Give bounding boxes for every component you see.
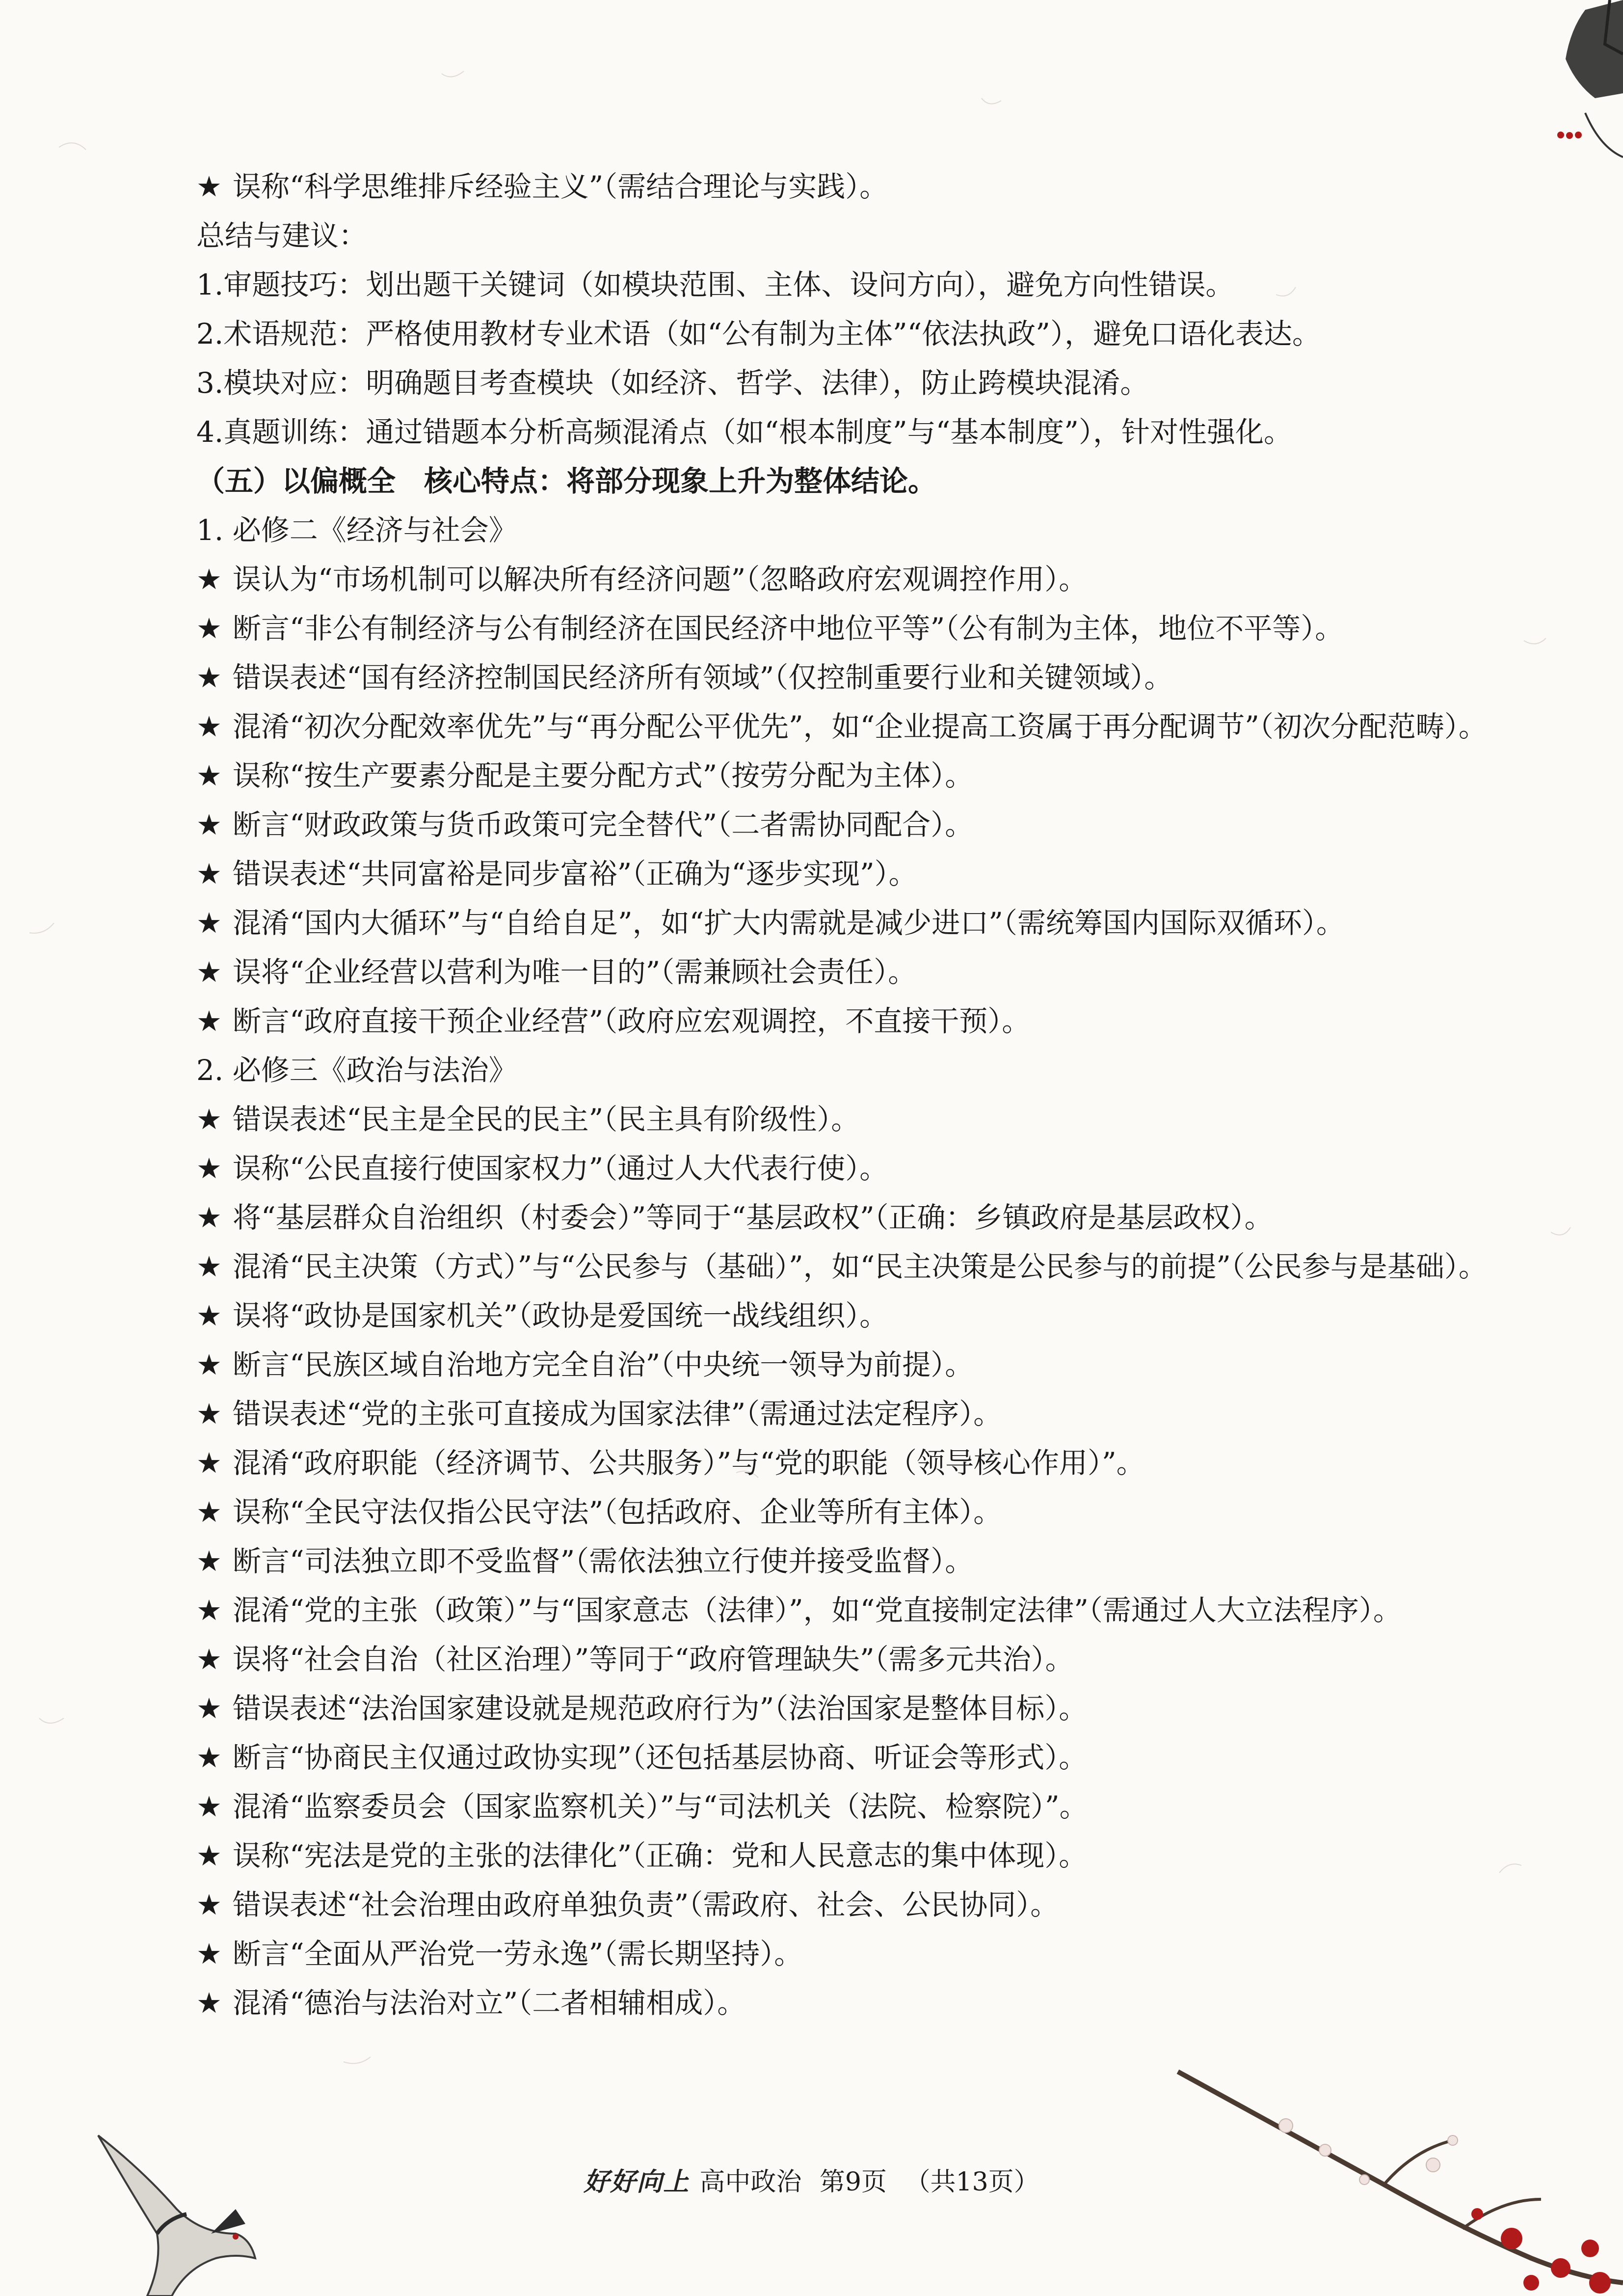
list-item: ★ 混淆“政府职能（经济调节、公共服务）”与“党的职能（领导核心作用）”。 — [196, 1446, 1145, 1480]
star-bullet-icon: ★ — [196, 955, 222, 989]
star-bullet-icon: ★ — [196, 1250, 222, 1283]
footer-subject: 高中政治 — [699, 2167, 802, 2197]
star-bullet-icon: ★ — [196, 1643, 222, 1676]
star-bullet-icon: ★ — [196, 1152, 222, 1185]
star-bullet-icon: ★ — [196, 906, 222, 940]
list-item: ★ 混淆“国内大循环”与“自给自足”，如“扩大内需就是减少进口”（需统筹国内国际双循环）。 — [196, 906, 1345, 940]
list-item: ★ 误将“社会自治（社区治理）”等同于“政府管理缺失”（需多元共治）。 — [196, 1643, 1074, 1676]
crane-decoration-icon — [88, 2121, 265, 2296]
section-heading: （五）以偏概全 核心特点：将部分现象上升为整体结论。 — [196, 464, 937, 498]
star-bullet-icon: ★ — [196, 1692, 222, 1725]
star-bullet-icon: ★ — [196, 612, 222, 645]
page-footer — [0, 2162, 1623, 2202]
star-bullet-icon: ★ — [196, 1397, 222, 1431]
list-item: 1.审题技巧：划出题干关键词（如模块范围、主体、设问方向），避免方向性错误。 — [196, 268, 1234, 301]
list-item: ★ 错误表述“党的主张可直接成为国家法律”（需通过法定程序）。 — [196, 1397, 1002, 1431]
star-bullet-icon: ★ — [196, 759, 222, 792]
star-bullet-icon: ★ — [196, 1594, 222, 1627]
list-item: ★ 混淆“监察委员会（国家监察机关）”与“司法机关（法院、检察院）”。 — [196, 1790, 1088, 1823]
star-bullet-icon: ★ — [196, 1839, 222, 1872]
list-item: ★ 误称“科学思维排斥经验主义”（需结合理论与实践）。 — [196, 170, 888, 203]
list-item: 2.术语规范：严格使用教材专业术语（如“公有制为主体”“依法执政”），避免口语化表达。 — [196, 317, 1321, 351]
subsection-heading: 2. 必修三《政治与法治》 — [196, 1053, 517, 1087]
list-item: ★ 将“基层群众自治组织（村委会）”等同于“基层政权”（正确：乡镇政府是基层政权）。 — [196, 1201, 1273, 1234]
footer-brand: 好好向上 — [584, 2167, 690, 2197]
list-item: ★ 断言“财政政策与货币政策可完全替代”（二者需协同配合）。 — [196, 808, 974, 841]
star-bullet-icon: ★ — [196, 1299, 222, 1332]
document-body — [123, 162, 1497, 2027]
star-bullet-icon: ★ — [196, 1348, 222, 1381]
list-item: ★ 误认为“市场机制可以解决所有经济问题”（忽略政府宏观调控作用）。 — [196, 563, 1088, 596]
star-bullet-icon: ★ — [196, 1201, 222, 1234]
branch-decoration-icon — [1512, 0, 1623, 177]
star-bullet-icon: ★ — [196, 1544, 222, 1578]
list-item: ★ 错误表述“民主是全民的民主”（民主具有阶级性）。 — [196, 1103, 860, 1136]
list-item: ★ 断言“协商民主仅通过政协实现”（还包括基层协商、听证会等形式）。 — [196, 1741, 1088, 1774]
list-item: ★ 误将“政协是国家机关”（政协是爱国统一战线组织）。 — [196, 1299, 888, 1332]
footer-total-pages: （共13页） — [905, 2167, 1039, 2197]
list-item: ★ 误称“公民直接行使国家权力”（通过人大代表行使）。 — [196, 1152, 888, 1185]
list-item: ★ 断言“全面从严治党一劳永逸”（需长期坚持）。 — [196, 1937, 803, 1971]
star-bullet-icon: ★ — [196, 1103, 222, 1136]
list-item: ★ 断言“非公有制经济与公有制经济在国民经济中地位平等”（公有制为主体，地位不平等）。 — [196, 612, 1344, 645]
list-item: ★ 误将“企业经营以营利为唯一目的”（需兼顾社会责任）。 — [196, 955, 917, 989]
list-item: ★ 误称“按生产要素分配是主要分配方式”（按劳分配为主体）。 — [196, 759, 974, 792]
list-item: 4.真题训练：通过错题本分析高频混淆点（如“根本制度”与“基本制度”），针对性强化。 — [196, 415, 1292, 449]
star-bullet-icon: ★ — [196, 710, 222, 743]
star-bullet-icon: ★ — [196, 563, 222, 596]
list-item: ★ 断言“政府直接干预企业经营”（政府应宏观调控，不直接干预）。 — [196, 1004, 1031, 1038]
list-item: ★ 误称“宪法是党的主张的法律化”（正确：党和人民意志的集中体现）。 — [196, 1839, 1088, 1872]
footer-page-number: 第9页 — [819, 2167, 887, 2197]
star-bullet-icon: ★ — [196, 1790, 222, 1823]
star-bullet-icon: ★ — [196, 1446, 222, 1480]
star-bullet-icon: ★ — [196, 1495, 222, 1529]
star-bullet-icon: ★ — [196, 170, 222, 203]
list-item: ★ 错误表述“共同富裕是同步富裕”（正确为“逐步实现”）。 — [196, 857, 917, 891]
list-item: ★ 断言“民族区域自治地方完全自治”（中央统一领导为前提）。 — [196, 1348, 974, 1381]
star-bullet-icon: ★ — [196, 1986, 222, 2020]
list-item: ★ 混淆“德治与法治对立”（二者相辅相成）。 — [196, 1986, 746, 2020]
list-item: ★ 错误表述“国有经济控制国民经济所有领域”（仅控制重要行业和关键领域）。 — [196, 661, 1173, 694]
list-item: ★ 断言“司法独立即不受监督”（需依法独立行使并接受监督）。 — [196, 1544, 974, 1578]
list-item: ★ 混淆“初次分配效率优先”与“再分配公平优先”，如“企业提高工资属于再分配调节”（初次分配范畴）。 — [196, 710, 1487, 743]
list-item: ★ 错误表述“法治国家建设就是规范政府行为”（法治国家是整体目标）。 — [196, 1692, 1088, 1725]
star-bullet-icon: ★ — [196, 1888, 222, 1921]
list-item: ★ 错误表述“社会治理由政府单独负责”（需政府、社会、公民协同）。 — [196, 1888, 1059, 1921]
list-item: ★ 混淆“党的主张（政策）”与“国家意志（法律）”，如“党直接制定法律”（需通过人大立法程序）。 — [196, 1594, 1402, 1627]
list-item: ★ 误称“全民守法仅指公民守法”（包括政府、企业等所有主体）。 — [196, 1495, 1002, 1529]
star-bullet-icon: ★ — [196, 1937, 222, 1971]
list-item: ★ 混淆“民主决策（方式）”与“公民参与（基础）”，如“民主决策是公民参与的前提”（公民参与是基础）。 — [196, 1250, 1487, 1283]
summary-heading: 总结与建议： — [196, 219, 368, 252]
star-bullet-icon: ★ — [196, 661, 222, 694]
star-bullet-icon: ★ — [196, 857, 222, 891]
subsection-heading: 1. 必修二《经济与社会》 — [196, 513, 517, 547]
star-bullet-icon: ★ — [196, 1004, 222, 1038]
star-bullet-icon: ★ — [196, 808, 222, 841]
star-bullet-icon: ★ — [196, 1741, 222, 1774]
list-item: 3.模块对应：明确题目考查模块（如经济、哲学、法律），防止跨模块混淆。 — [196, 366, 1149, 400]
